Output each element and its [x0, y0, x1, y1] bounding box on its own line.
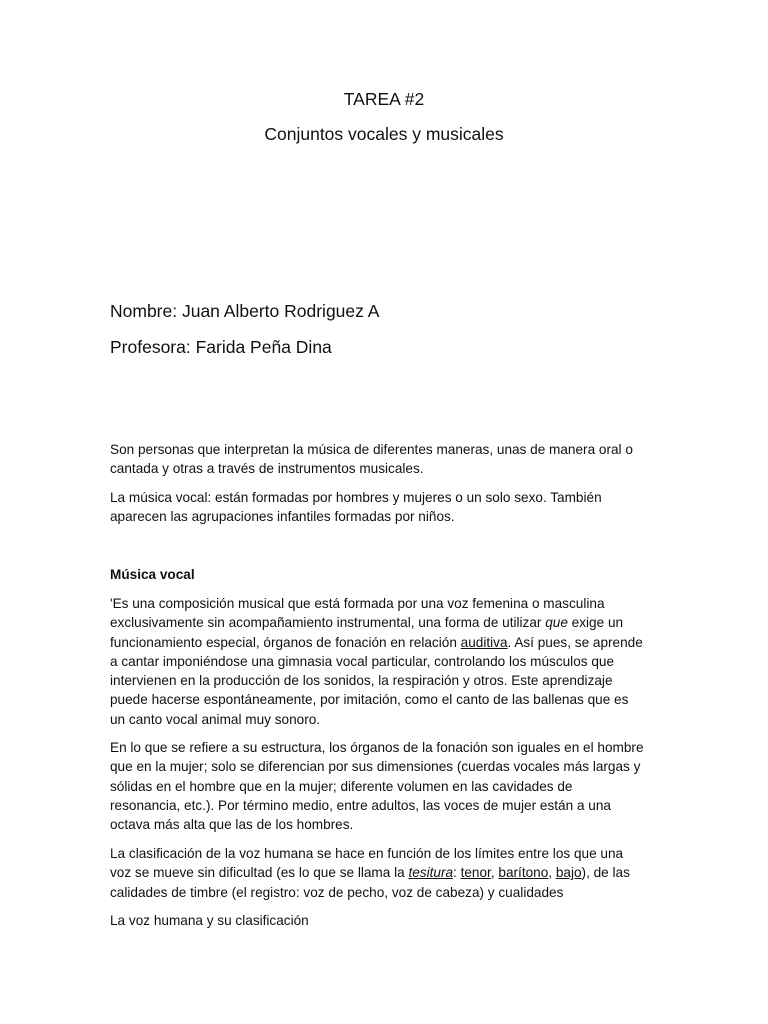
section-paragraph-1 [110, 594, 670, 729]
text-line: resonancia, etc.). Por término medio, entre adultos, las voces de mujer están a una [110, 797, 611, 813]
text-line: a cantar imponiéndose una gimnasia vocal particular, controlando los músculos que [110, 653, 615, 669]
text-line: cantada y otras a través de instrumentos musicales. [110, 461, 424, 477]
intro-paragraph-2 [110, 488, 670, 527]
text-line: que en la mujer; solo se diferencian por sus dimensiones (cuerdas vocales más largas y [110, 759, 641, 775]
text-run: . Así pues, se aprende [507, 634, 643, 650]
text-line: sólidas en el hombre que en la mujer; diferente volumen en las cavidades de [110, 778, 573, 794]
section-paragraph-3 [110, 844, 670, 902]
text-line: intervienen en la producción de los sonidos, la respiración y otros. Este aprendizaje [110, 673, 613, 689]
text-line: calidades de timbre (el registro: voz de pecho, voz de cabeza) y cualidades [110, 884, 564, 900]
text-run: : [453, 865, 461, 881]
link-bajo[interactable]: bajo [555, 865, 582, 881]
student-name: Nombre: Juan Alberto Rodriguez A [110, 301, 380, 321]
document-title: TAREA #2 [343, 89, 425, 109]
text-line: La clasificación de la voz humana se hace en función de los límites entre los que una [110, 846, 624, 861]
text-line: 'Es una composición musical que está formada por una voz femenina o masculina [110, 596, 605, 611]
section-paragraph-4: La voz humana y su clasificación [110, 913, 309, 928]
text-line: puede hacerse espontáneamente, por imitación, como el canto de las ballenas que es [110, 692, 629, 708]
text-line: Son personas que interpretan la música de diferentes maneras, unas de manera oral o [110, 442, 633, 457]
section-paragraph-2 [110, 738, 670, 834]
link-tesitura[interactable]: tesitura [408, 865, 454, 881]
text-line: La música vocal: están formadas por hombres y mujeres o un solo sexo. También [110, 490, 602, 505]
link-tenor[interactable]: tenor [460, 865, 491, 881]
text-line [110, 613, 670, 632]
link-baritono[interactable]: barítono [498, 865, 549, 881]
document-subtitle: Conjuntos vocales y musicales [264, 124, 504, 144]
teacher-name: Profesora: Farida Peña Dina [110, 337, 332, 357]
link-auditiva[interactable]: auditiva [460, 634, 508, 650]
section-heading: Música vocal [110, 567, 195, 582]
text-line: En lo que se refiere a su estructura, los órganos de la fonación son iguales en el hombre [110, 740, 644, 755]
text-run: , [548, 865, 556, 881]
text-line: un canto vocal animal muy sonoro. [110, 711, 321, 727]
text-line: aparecen las agrupaciones infantiles formadas por niños. [110, 509, 455, 525]
italic-word: que [545, 615, 568, 631]
text-run: ), de las [581, 865, 630, 881]
text-line: octava más alta que las de los hombres. [110, 817, 354, 833]
text-run: funcionamiento especial, órganos de fonación en relación [110, 634, 461, 650]
text-run: exige un [567, 615, 624, 631]
text-run: , [490, 865, 499, 881]
text-run: exclusivamente sin acompañamiento instrumental, una forma de utilizar [110, 615, 546, 631]
text-run: voz se mueve sin dificultad (es lo que se llama la [110, 865, 409, 881]
intro-paragraph-1 [110, 440, 670, 479]
text-line [110, 863, 670, 882]
text-line [110, 633, 670, 652]
